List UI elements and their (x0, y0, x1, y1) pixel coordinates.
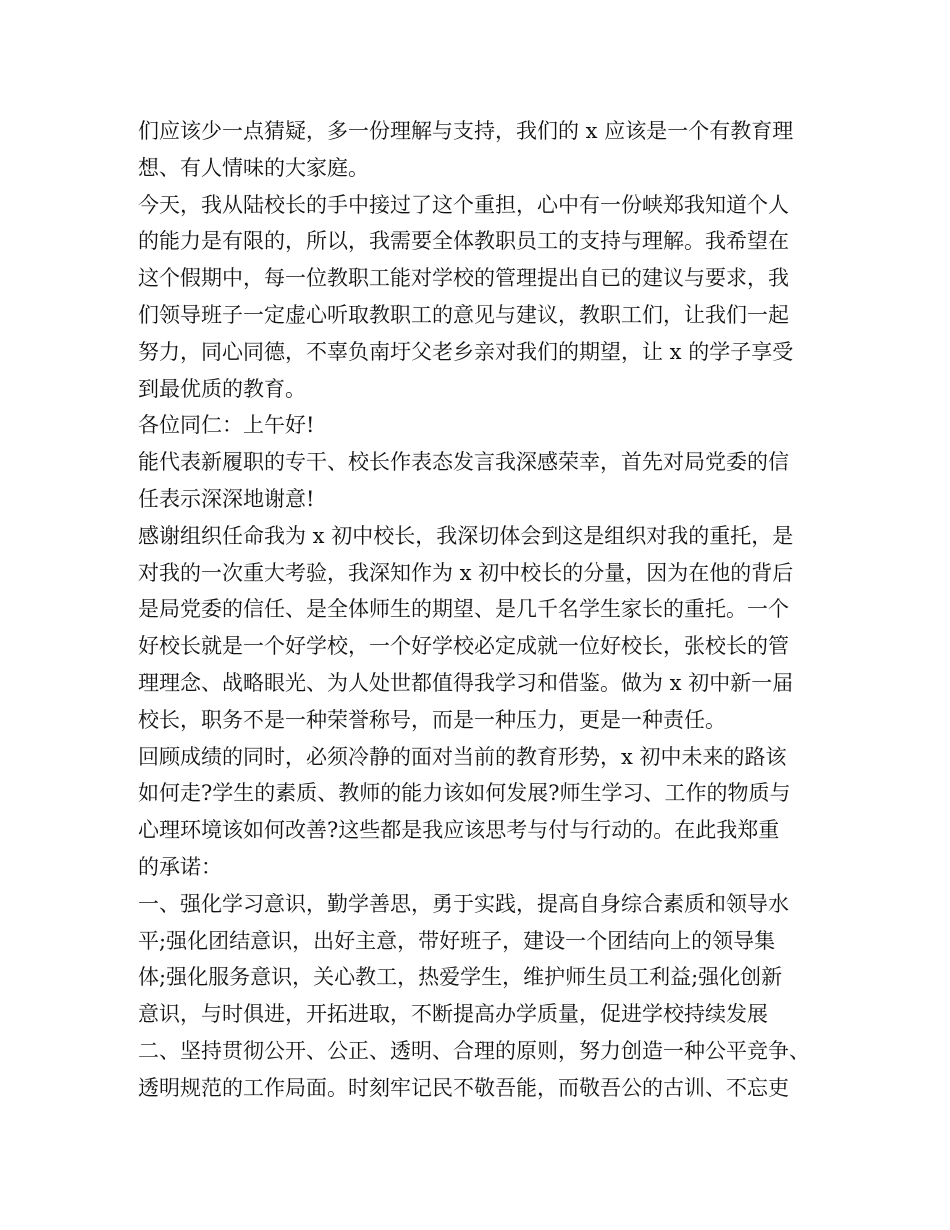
text-line: 体;强化服务意识，关心教工，热爱学生，维护师生员工利益;强化创新 (138, 965, 783, 990)
text-line: 透明规范的工作局面。时刻牢记民不敬吾能，而敬吾公的古训、不忘吏 (138, 1075, 789, 1100)
text-line: 理理念、战略眼光、为人处世都值得我学习和借鉴。做为 x 初中新一届 (138, 670, 794, 695)
text-line: 今天，我从陆校长的手中接过了这个重担，心中有一份峡郑我知道个人 (138, 192, 789, 217)
text-line: 的承诺： (138, 854, 222, 879)
text-line: 校长，职务不是一种荣誉称号，而是一种压力，更是一种责任。 (138, 707, 726, 732)
text-line: 想、有人情味的大家庭。 (138, 155, 369, 180)
text-line: 的能力是有限的，所以，我需要全体教职员工的支持与理解。我希望在 (138, 229, 789, 254)
text-line: 到最优质的教育。 (138, 376, 306, 401)
text-line: 是局党委的信任、是全体师生的期望、是几千名学生家长的重托。一个 (138, 597, 789, 622)
text-line: 任表示深深地谢意! (138, 486, 315, 511)
text-line: 心理环境该如何改善?这些都是我应该思考与付与行动的。在此我郑重 (138, 818, 780, 843)
text-line: 们应该少一点猜疑，多一份理解与支持，我们的 x 应该是一个有教育理 (138, 119, 794, 143)
text-line: 平;强化团结意识，出好主意，带好班子，建设一个团结向上的领导集 (138, 928, 776, 953)
text-line: 回顾成绩的同时，必须冷静的面对当前的教育形势，x 初中未来的路该 (138, 744, 787, 769)
text-line: 感谢组织任命我为 x 初中校长，我深切体会到这是组织对我的重托，是 (138, 523, 794, 548)
text-line: 能代表新履职的专干、校长作表态发言我深感荣幸，首先对局党委的信 (138, 450, 789, 475)
text-line: 们领导班子一定虚心听取教职工的意见与建议，教职工们，让我们一起 (138, 302, 789, 327)
text-line: 努力，同心同德，不辜负南圩父老乡亲对我们的期望，让 x 的学子享受 (138, 339, 794, 364)
text-line: 意识，与时俱进，开拓进取，不断提高办学质量，促进学校持续发展 (138, 1002, 768, 1027)
text-line: 这个假期中，每一位教职工能对学校的管理提出自已的建议与要求，我 (138, 266, 789, 291)
text-line: 各位同仁：上午好! (138, 413, 315, 438)
text-line: 二、坚持贯彻公开、公正、透明、合理的原则，努力创造一种公平竞争、 (138, 1038, 810, 1063)
text-line: 对我的一次重大考验，我深知作为 x 初中校长的分量，因为在他的背后 (138, 560, 794, 585)
text-line: 如何走?学生的素质、教师的能力该如何发展?师生学习、工作的物质与 (138, 781, 791, 806)
text-line: 好校长就是一个好学校，一个好学校必定成就一位好校长，张校长的管 (138, 634, 789, 659)
document-body (138, 113, 828, 1107)
text-line: 一、强化学习意识，勤学善思，勇于实践，提高自身综合素质和领导水 (138, 891, 789, 916)
